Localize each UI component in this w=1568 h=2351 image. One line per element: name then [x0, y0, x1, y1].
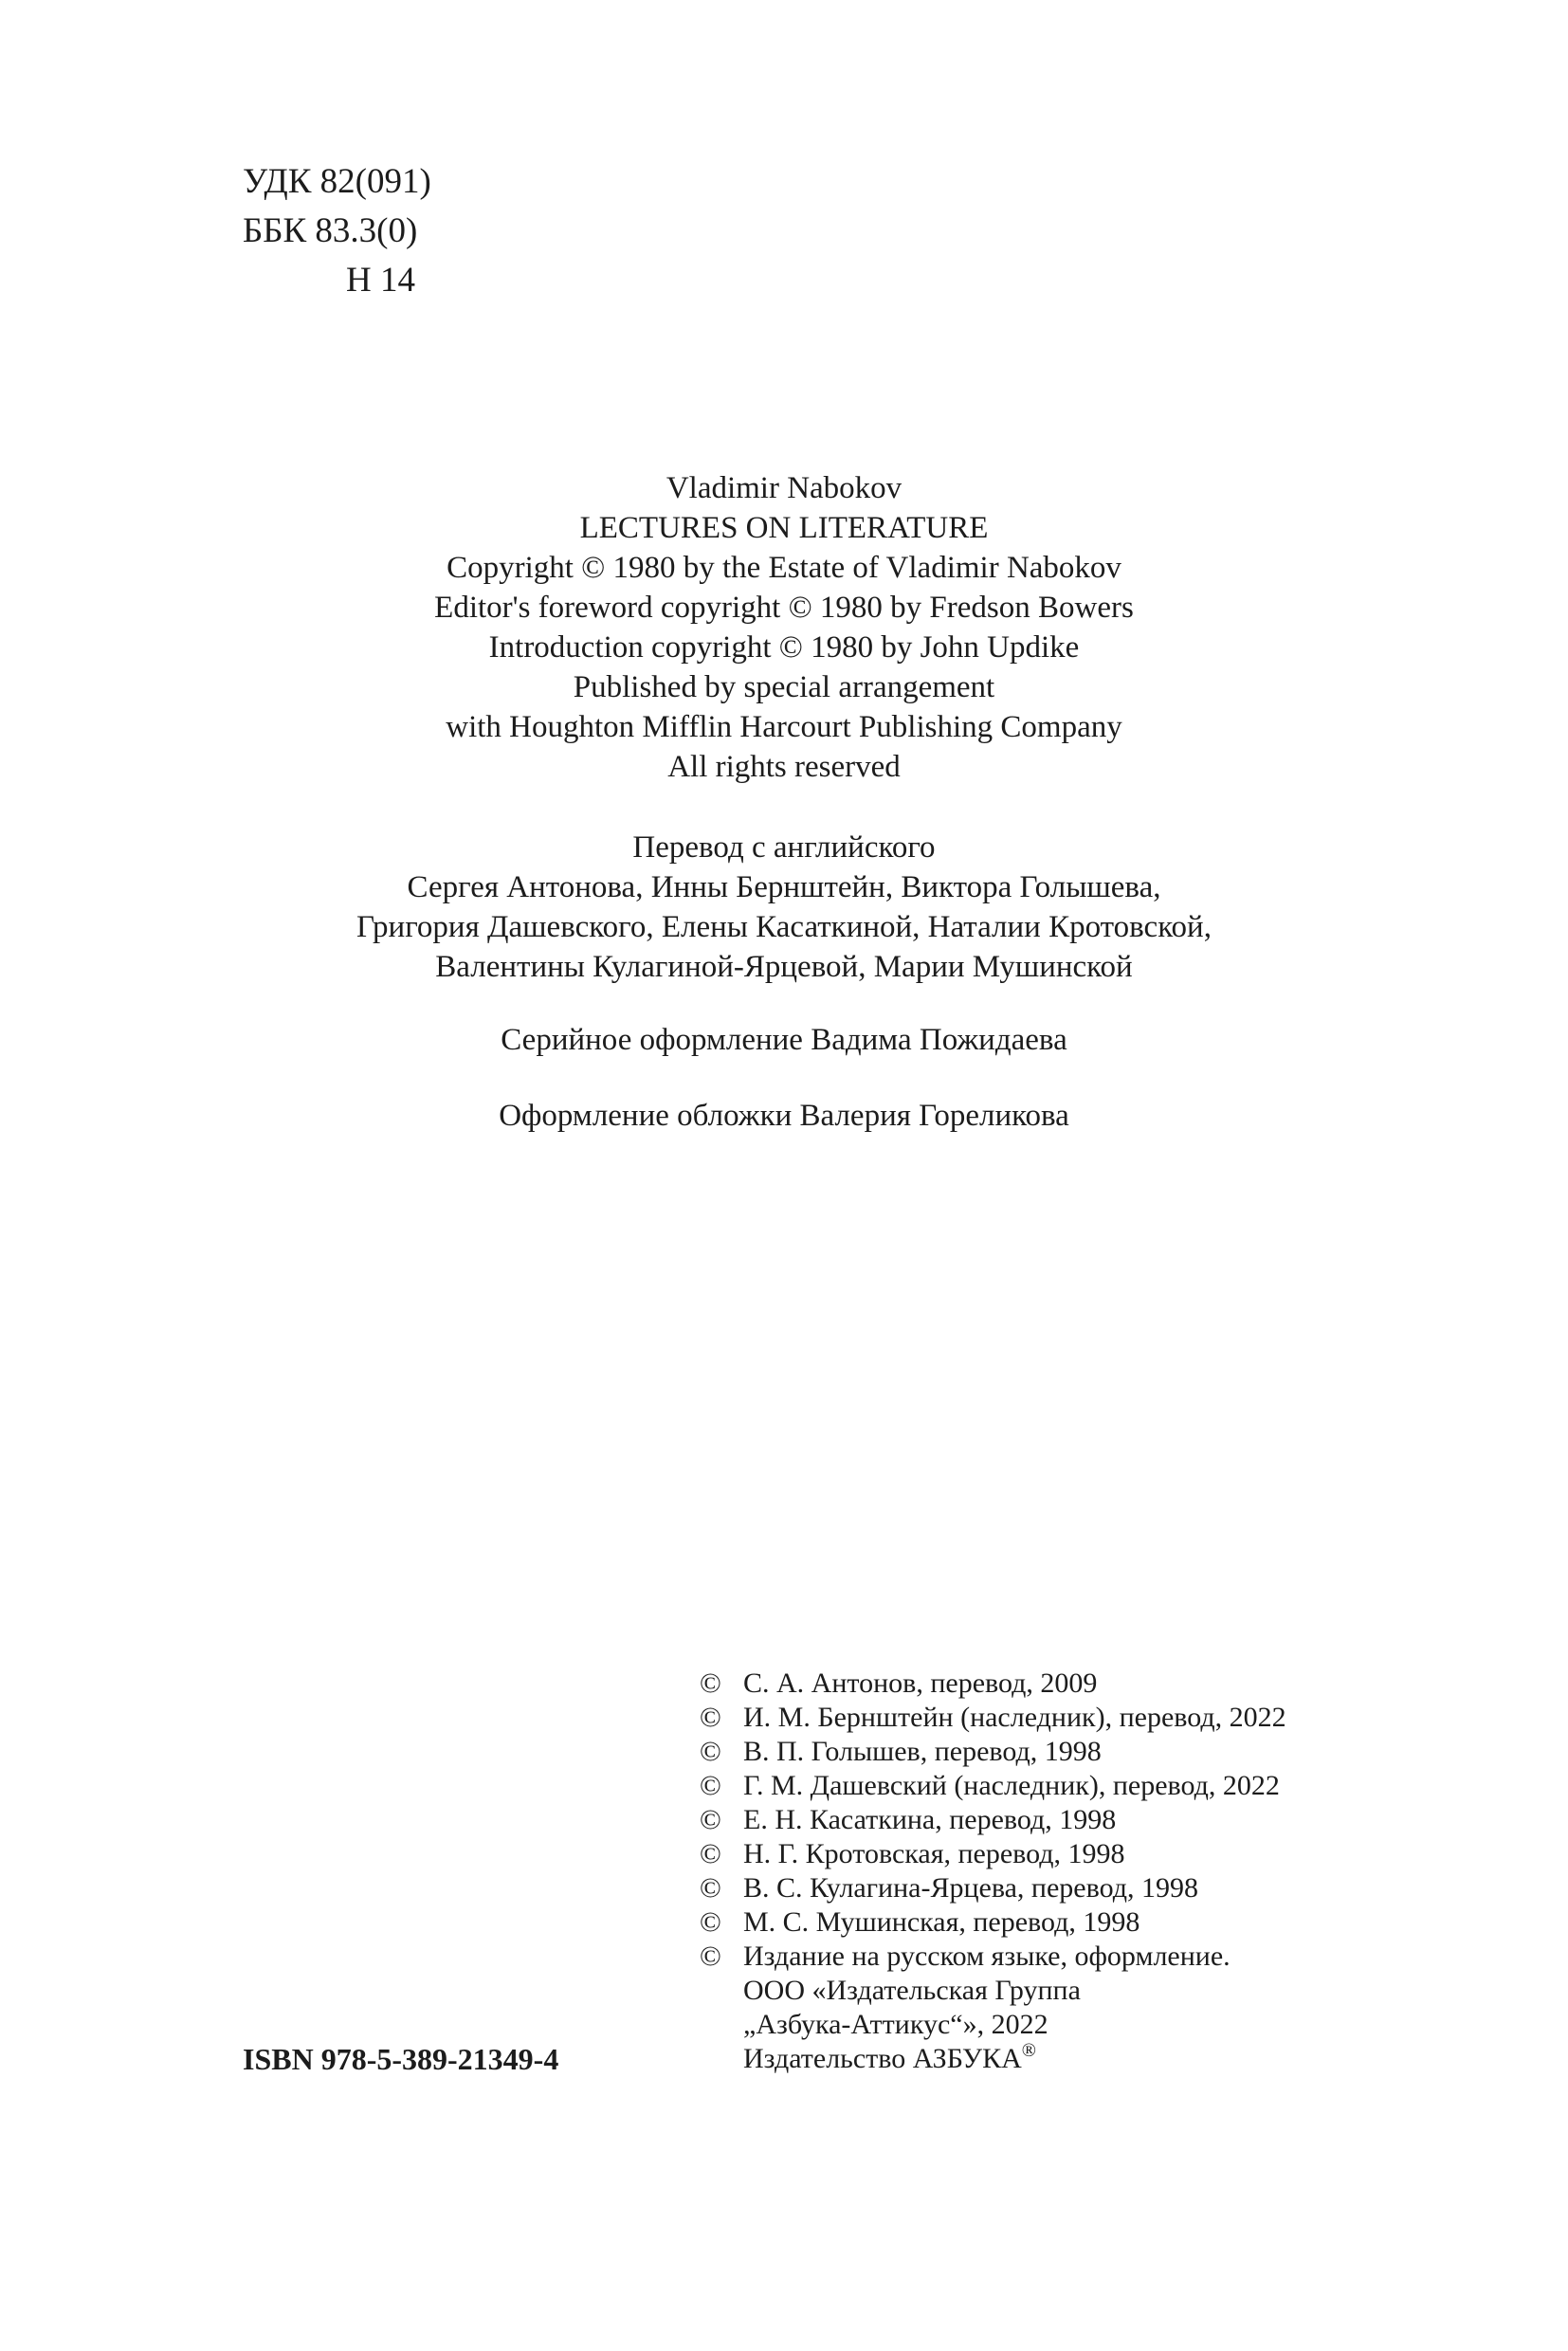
original-title: LECTURES ON LITERATURE: [579, 511, 989, 545]
cover-design-credit: [0, 1096, 1568, 1136]
translation-credits: [0, 828, 1568, 987]
isbn-number: ISBN 978-5-389-21349-4: [243, 2042, 559, 2076]
translation-heading: Перевод с английского: [632, 830, 936, 865]
publisher-copyright-line-1: Издание на русском языке, оформление.: [743, 1941, 1231, 1972]
copyright-entry: [700, 1667, 1286, 1701]
copyright-text: Г. М. Дашевский (наследник), перевод, 2022: [743, 1770, 1280, 1801]
copyright-icon: ©: [700, 1941, 721, 1972]
copyright-text: И. М. Бернштейн (наследник), перевод, 2022: [743, 1702, 1286, 1733]
copyright-icon: ©: [700, 1804, 721, 1835]
translators-line-1: Сергея Антонова, Инны Бернштейн, Виктора Голышева,: [407, 870, 1161, 904]
publisher-imprint: Издательство АЗБУКА: [743, 2043, 1022, 2074]
series-design-line: Серийное оформление Вадима Пожидаева: [501, 1023, 1067, 1057]
publisher-copyright-line-2: ООО «Издательская Группа: [743, 1975, 1081, 2006]
registered-trademark-icon: ®: [1021, 2040, 1036, 2061]
original-edition-credits: [0, 468, 1568, 787]
copyright-icon: ©: [700, 1838, 721, 1869]
copyright-entry: [700, 1803, 1286, 1837]
copyright-text: С. А. Антонов, перевод, 2009: [743, 1668, 1098, 1699]
copyright-icon: ©: [700, 1872, 721, 1904]
foreword-copyright-line: Editor's foreword copyright © 1980 by Fredson Bowers: [434, 591, 1134, 625]
copyright-icon: ©: [700, 1906, 721, 1938]
copyright-text: Е. Н. Касаткина, перевод, 1998: [743, 1804, 1117, 1835]
copyright-entry: [700, 1871, 1286, 1905]
copyright-text: М. С. Мушинская, перевод, 1998: [743, 1906, 1140, 1938]
udk-code: УДК 82(091): [243, 162, 431, 201]
rights-reserved-line: All rights reserved: [667, 750, 901, 784]
copyright-entry: [700, 1837, 1286, 1871]
copyright-entry: [700, 1735, 1286, 1769]
bbk-code: ББК 83.3(0): [243, 211, 418, 250]
publisher-copyright-entry: [700, 1940, 1286, 2076]
translators-line-2: Григория Дашевского, Елены Касаткиной, Наталии Кротовской,: [356, 910, 1212, 944]
series-design-credit: [0, 1020, 1568, 1060]
introduction-copyright-line: Introduction copyright © 1980 by John Updike: [488, 630, 1080, 665]
original-copyright-line: Copyright © 1980 by the Estate of Vladimir Nabokov: [447, 551, 1121, 585]
publisher-line: with Houghton Mifflin Harcourt Publishing Company: [446, 710, 1122, 744]
copyright-icon: ©: [700, 1668, 721, 1699]
copyright-text: В. П. Голышев, перевод, 1998: [743, 1736, 1102, 1767]
translators-line-3: Валентины Кулагиной-Ярцевой, Марии Мушинской: [435, 950, 1133, 984]
copyright-text: В. С. Кулагина-Ярцева, перевод, 1998: [743, 1872, 1198, 1904]
copyright-entry: [700, 1701, 1286, 1735]
author-mark: Н 14: [346, 261, 415, 300]
arrangement-line: Published by special arrangement: [573, 670, 995, 704]
copyright-text: Н. Г. Кротовская, перевод, 1998: [743, 1838, 1125, 1869]
copyright-icon: ©: [700, 1736, 721, 1767]
copyright-entry: [700, 1769, 1286, 1803]
copyright-entry: [700, 1905, 1286, 1940]
original-author: Vladimir Nabokov: [665, 471, 903, 505]
publisher-copyright-line-3: „Азбука-Аттикус“», 2022: [743, 2009, 1048, 2040]
copyright-icon: ©: [700, 1702, 721, 1733]
publisher-copyright-line-4: [743, 2042, 1286, 2076]
cover-design-line: Оформление обложки Валерия Гореликова: [499, 1099, 1069, 1133]
copyright-list: [700, 1667, 1286, 2076]
copyright-icon: ©: [700, 1770, 721, 1801]
classification-codes: [243, 157, 431, 305]
